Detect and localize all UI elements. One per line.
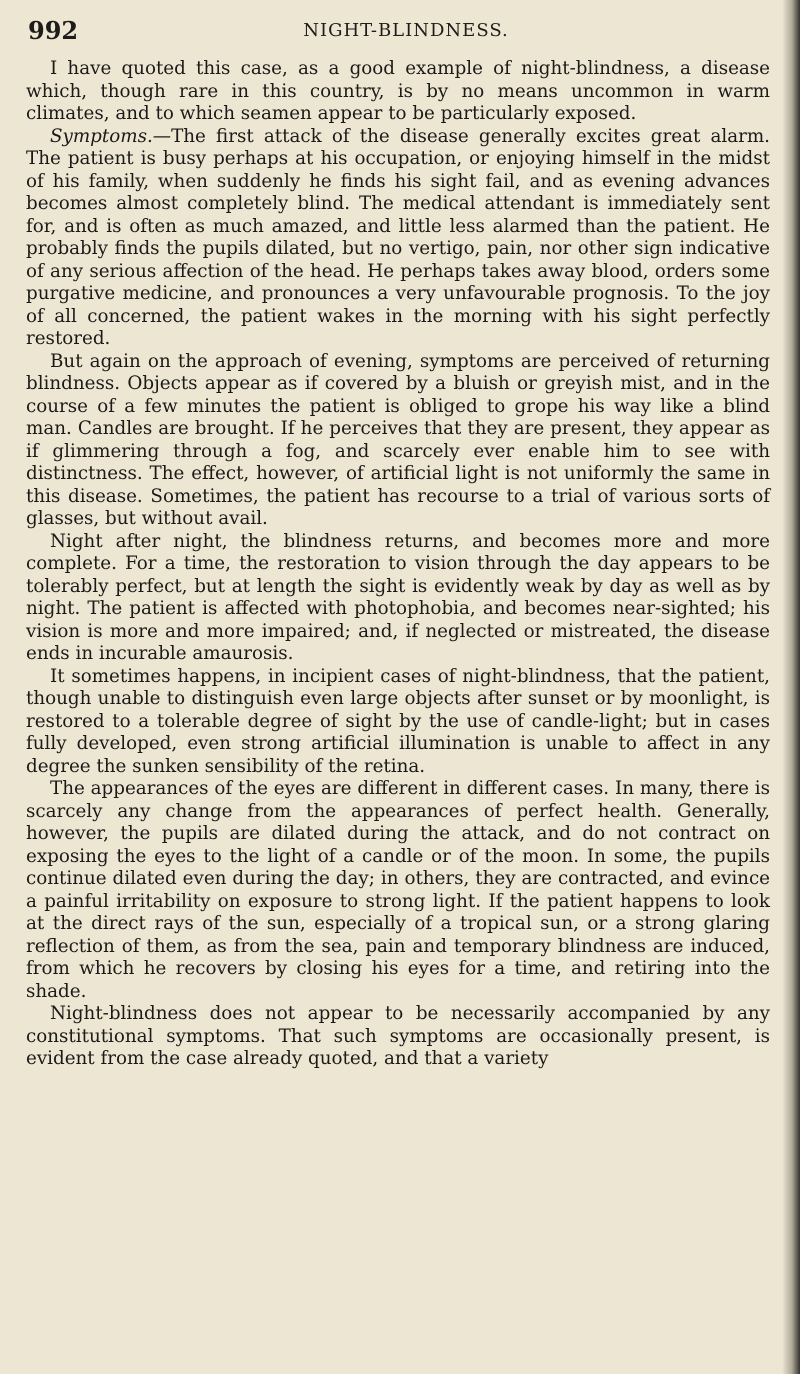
page-number: 992 — [28, 16, 79, 45]
paragraph-text: —The first attack of the disease generally excites great alarm. The patient is busy perhaps at his occupation, or enjoying himself in the midst of his family, when suddenly he finds his sight fail, and as evening advances becomes almost completely blind. The medical attendant is immediately sent for, and is often as much amazed, and little less alarmed than the patient. He probably finds the pupils dilated, but no vertigo, pain, nor other sign indicative of any serious affection of the head. He perhaps takes away blood, orders some purgative medicine, and pronounces a very unfavourable prognosis. To the joy of all concerned, the patient wakes in the morning with his sight perfectly restored. — [26, 125, 770, 349]
paragraph-appearances — [26, 778, 770, 1003]
paragraph-text: Night-blindness does not appear to be necessarily accompanied by any constitutional symptoms. That such symptoms are occasionally present, is evident from the case already quoted, and that a variety — [26, 1003, 770, 1069]
paragraph-text: The appearances of the eyes are different in different cases. In many, there is scarcely any change from the appearances of perfect health. Generally, however, the pupils are dilated during the attack, and do not contract on exposing the eyes to the light of a candle or of the moon. In some, the pupils continue dilated even during the day; in others, they are contracted, and evince a painful irritability on exposure to strong light. If the patient happens to look at the direct rays of the sun, especially of a tropical sun, or a strong glaring reflection of them, as from the sea, pain and temporary blindness are induced, from which he recovers by closing his eyes for a time, and retiring into the shade. — [26, 778, 770, 1002]
paragraph-text: I have quoted this case, as a good example of night-blindness, a disease which, though rare in this country, is by no means uncommon in warm climates, and to which seamen appear to be particularly exposed. — [26, 58, 770, 124]
paragraph-constitutional — [26, 1003, 770, 1071]
paragraph-text: It sometimes happens, in incipient cases of night-blindness, that the patient, though unable to distinguish even large objects after sunset or by moonlight, is restored to a tolerable degree of sight by the use of candle-light; but in cases fully developed, even strong artificial illumination is unable to affect in any degree the sunken sensibility of the retina. — [26, 665, 770, 777]
paragraph-text: But again on the approach of evening, symptoms are perceived of returning blindness. Objects appear as if covered by a bluish or greyish mist, and in the course of a few minutes the patient is obliged to grope his way like a blind man. Candles are brought. If he perceives that they are present, they appear as if glimmering through a fog, and scarcely ever enable him to see with distinctness. The effect, however, of artificial light is not uniformly the same in this disease. Sometimes, the patient has recourse to a trial of various sorts of glasses, but without avail. — [26, 350, 770, 529]
paragraph-evening — [26, 351, 770, 531]
running-title: NIGHT-BLINDNESS. — [303, 20, 509, 41]
paragraph-incipient — [26, 666, 770, 779]
page-edge-shadow — [782, 0, 800, 1374]
section-heading-symptoms: Symptoms. — [50, 125, 153, 147]
paragraph-text: Night after night, the blindness returns, and becomes more and more complete. For a time, the restoration to vision through the day appears to be tolerably perfect, but at length the sight is evidently weak by day as well as by night. The patient is affected with photophobia, and becomes near-sighted; his vision is more and more impaired; and, if neglected or mistreated, the disease ends in incurable amaurosis. — [26, 530, 770, 664]
paragraph-symptoms — [26, 126, 770, 351]
paragraph-intro — [26, 58, 770, 126]
body-text — [26, 58, 770, 1071]
paragraph-progression — [26, 531, 770, 666]
page-header — [28, 16, 768, 52]
